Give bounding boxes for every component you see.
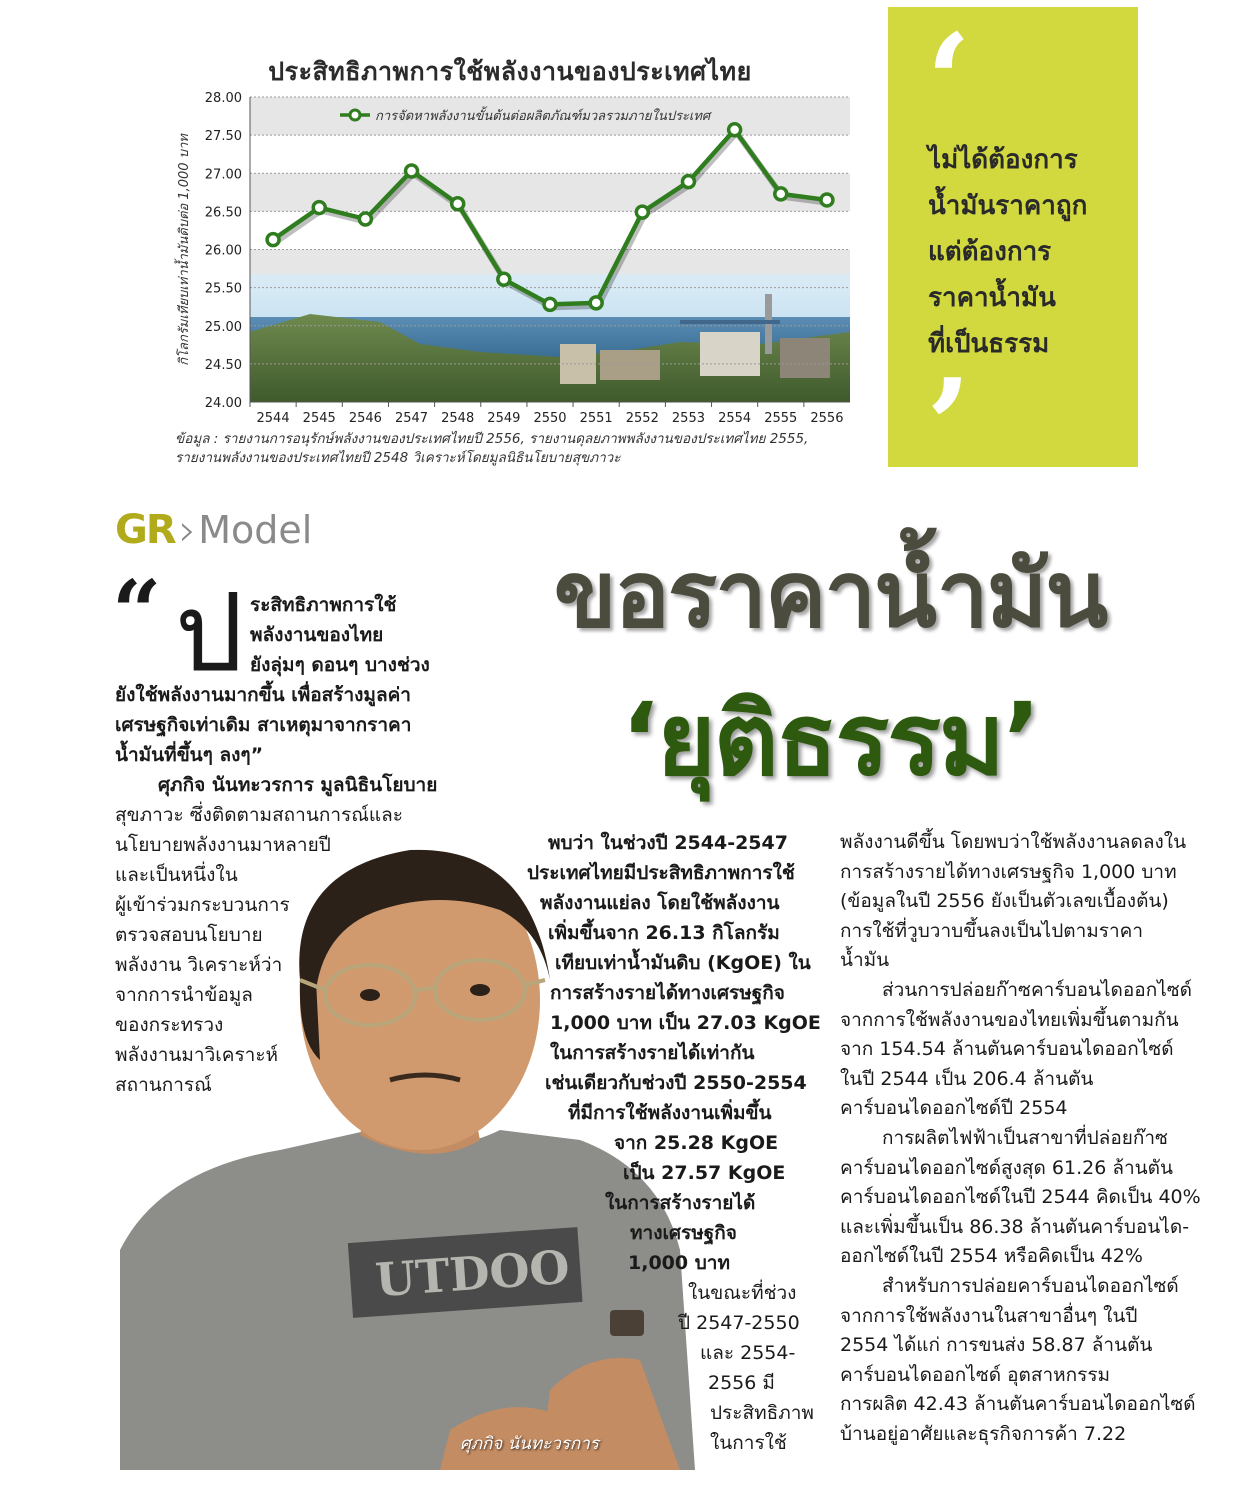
right-column-line: คาร์บอนไดออกไซด์ปี 2554 xyxy=(840,1097,1068,1120)
y-tick-label: 25.50 xyxy=(204,281,242,297)
quote-line: ไม่ได้ต้องการ xyxy=(928,145,1078,175)
right-column-line: ออกไซด์ในปี 2554 หรือคิดเป็น 42% xyxy=(840,1245,1143,1268)
line-chart xyxy=(160,82,860,427)
center-column-line: ทางเศรษฐกิจ xyxy=(630,1222,737,1244)
right-column-line: (ข้อมูลในปี 2556 ยังเป็นตัวเลขเบื้องต้น) xyxy=(840,890,1169,913)
quote-line: แต่ต้องการ xyxy=(928,237,1052,267)
pull-quote-mark: “ xyxy=(112,562,162,663)
right-column-line: สำหรับการปล่อยคาร์บอนไดออกไซด์ xyxy=(882,1274,1179,1297)
x-tick-label: 2544 xyxy=(256,411,290,426)
center-column-line: 2556 มี xyxy=(708,1372,775,1394)
right-column-line: และเพิ่มขึ้นเป็น 86.38 ล้านตันคาร์บอนได- xyxy=(840,1215,1190,1238)
center-column-line: เพิ่มขึ้นจาก 26.13 กิโลกรัม xyxy=(548,922,780,944)
quote-box xyxy=(888,5,1138,503)
right-column-line: จาก 154.54 ล้านตันคาร์บอนไดออกไซด์ xyxy=(840,1038,1174,1061)
y-tick-label: 24.50 xyxy=(204,357,242,373)
x-tick-label: 2550 xyxy=(533,411,567,426)
y-tick-label: 27.50 xyxy=(204,129,242,145)
left-column-line: ศุภกิจ นันทะวรการ มูลนิธินโยบาย xyxy=(158,774,438,796)
center-column-line: 1,000 บาท xyxy=(628,1252,730,1274)
right-column-line: พลังงานดีขึ้น โดยพบว่าใช้พลังงานลดลงใน xyxy=(840,831,1187,853)
x-tick-label: 2549 xyxy=(487,411,521,426)
data-point xyxy=(544,298,556,310)
x-tick-label: 2553 xyxy=(671,411,706,426)
headline-line-2: ‘ยุติธรรม’ xyxy=(621,681,1039,798)
data-point xyxy=(313,202,325,214)
right-column-line: การใช้ที่วูบวาบขึ้นลงเป็นไปตามราคา xyxy=(840,919,1144,942)
center-column-line: ประสิทธิภาพ xyxy=(710,1402,814,1424)
right-column-line: คาร์บอนไดออกไซด์ อุตสาหกรรม xyxy=(840,1363,1111,1386)
left-column-line: สุขภาวะ ซึ่งติดตามสถานการณ์และ xyxy=(115,804,403,826)
right-column-line: จากการใช้พลังงานในสาขาอื่นๆ ในปี xyxy=(840,1304,1138,1327)
left-column-line: สถานการณ์ xyxy=(115,1074,212,1096)
x-tick-label: 2545 xyxy=(302,411,336,426)
data-point xyxy=(267,234,279,246)
center-column-line: 1,000 บาท เป็น 27.03 KgOE xyxy=(550,1012,821,1034)
x-tick-label: 2551 xyxy=(579,411,613,426)
right-column-line: ในปี 2544 เป็น 206.4 ล้านตัน xyxy=(840,1067,1094,1090)
right-column xyxy=(840,828,1201,1449)
center-column-line: เช่นเดียวกับช่วงปี 2550-2554 xyxy=(545,1072,807,1094)
pull-quote-line: น้ำมันที่ขึ้นๆ ลงๆ” xyxy=(115,744,264,766)
right-column-line: ส่วนการปล่อยก๊าซคาร์บอนไดออกไซด์ xyxy=(882,978,1193,1001)
left-column-line: จากการนำข้อมูล xyxy=(115,984,253,1006)
y-tick-label: 26.00 xyxy=(204,243,242,259)
data-point xyxy=(682,176,694,188)
right-column-line: น้ำมัน xyxy=(840,949,890,972)
data-point xyxy=(452,198,464,210)
center-column-line: ประเทศไทยมีประสิทธิภาพการใช้ xyxy=(527,862,795,884)
pull-quote-line: ยังลุ่มๆ ดอนๆ บางช่วง xyxy=(250,654,430,676)
quote-line: ที่เป็นธรรม xyxy=(928,329,1050,359)
quote-line: น้ำมันราคาถูก xyxy=(928,191,1088,221)
x-tick-label: 2552 xyxy=(625,411,659,426)
data-point xyxy=(406,165,418,177)
center-column-line: ในการสร้างรายได้ xyxy=(605,1192,756,1214)
right-column-line: การผลิตไฟฟ้าเป็นสาขาที่ปล่อยก๊าซ xyxy=(882,1126,1168,1149)
center-column-line: พลังงานแย่ลง โดยใช้พลังงาน xyxy=(540,892,780,914)
x-tick-label: 2547 xyxy=(394,411,429,426)
center-column-line: ในการใช้ xyxy=(710,1432,787,1454)
left-column-line: นโยบายพลังงานมาหลายปี xyxy=(115,834,331,856)
center-column-line: จาก 25.28 KgOE xyxy=(614,1132,779,1154)
data-point xyxy=(821,194,833,206)
legend xyxy=(340,106,713,124)
center-column-line: ในขณะที่ช่วง xyxy=(688,1282,797,1304)
shirt-print: UTDOO xyxy=(373,1239,572,1308)
center-column-line: เทียบเท่าน้ำมันดิบ (KgOE) ใน xyxy=(555,952,811,974)
x-tick-label: 2548 xyxy=(441,411,475,426)
open-quote-mark: ‘ xyxy=(926,5,972,158)
y-tick-label: 24.00 xyxy=(204,396,242,411)
y-axis-label: กิโลกรัมเทียบเท่าน้ำมันดิบต่อ 1,000 บาท xyxy=(177,134,192,366)
right-column-line: 2554 ได้แก่ การขนส่ง 58.87 ล้านตัน xyxy=(840,1334,1153,1357)
right-column-line: จากการใช้พลังงานของไทยเพิ่มขึ้นตามกัน xyxy=(840,1008,1179,1031)
center-column-line: เป็น 27.57 KgOE xyxy=(623,1162,786,1184)
data-point xyxy=(729,124,741,136)
center-column-line: ปี 2547-2550 xyxy=(678,1312,800,1334)
left-column-line: ตรวจสอบนโยบาย xyxy=(115,924,263,946)
center-column-line: ในการสร้างรายได้เท่ากัน xyxy=(550,1042,755,1064)
quote-text xyxy=(928,137,1128,367)
chart-title: ประสิทธิภาพการใช้พลังงานของประเทศไทย xyxy=(268,57,752,86)
pull-quote-line: ระสิทธิภาพการใช้ xyxy=(250,594,397,616)
left-column-line: ผู้เข้าร่วมกระบวนการ xyxy=(115,894,290,916)
chevron-right-icon: › xyxy=(178,504,197,556)
x-tick-label: 2546 xyxy=(348,411,382,426)
y-tick-label: 27.00 xyxy=(204,167,242,183)
x-tick-label: 2555 xyxy=(764,411,798,426)
right-column-line: บ้านอยู่อาศัยและธุรกิจการค้า 7.22 xyxy=(840,1422,1127,1445)
x-tick-label: 2554 xyxy=(718,411,752,426)
close-quote-mark: ’ xyxy=(926,350,972,503)
y-tick-label: 28.00 xyxy=(204,91,242,106)
center-column-line: ที่มีการใช้พลังงานเพิ่มขึ้น xyxy=(568,1102,772,1124)
chart-band xyxy=(250,173,850,211)
y-tick-label: 26.50 xyxy=(204,205,242,221)
right-column-line: การผลิต 42.43 ล้านตันคาร์บอนไดออกไซด์ xyxy=(840,1393,1196,1416)
chart-source-note: ข้อมูล : รายงานการอนุรักษ์พลังงานของประเทศไทยปี 2556, รายงานดุลยภาพพลังงานของประเทศไทย 2555, รายงานพลังงานของประเทศไทยปี 2548 วิเคราะห์โดยมูลนิธินโยบายสุขภาวะ xyxy=(175,431,809,466)
data-point xyxy=(775,188,787,200)
right-column-line: คาร์บอนไดออกไซด์ในปี 2544 คิดเป็น 40% xyxy=(840,1186,1201,1209)
data-point xyxy=(498,273,510,285)
pull-quote-line: พลังงานของไทย xyxy=(250,624,384,646)
drop-cap: ป xyxy=(175,571,244,696)
right-column-line: การสร้างรายได้ทางเศรษฐกิจ 1,000 บาท xyxy=(840,860,1177,883)
left-column-line: และเป็นหนึ่งใน xyxy=(115,864,238,886)
data-point xyxy=(359,213,371,225)
left-column-line: พลังงานมาวิเคราะห์ xyxy=(115,1044,279,1066)
pull-quote-line: เศรษฐกิจเท่าเดิม สาเหตุมาจากราคา xyxy=(115,714,412,736)
legend-label: การจัดหาพลังงานขั้นต้นต่อผลิตภัณฑ์มวลรวมภายในประเทศ xyxy=(375,109,711,124)
headline-line-1: ขอราคาน้ำมัน xyxy=(553,541,1107,648)
center-column-line: พบว่า ในช่วงปี 2544-2547 xyxy=(548,832,788,854)
pull-quote-line: ยังใช้พลังงานมากขึ้น เพื่อสร้างมูลค่า xyxy=(115,684,411,706)
photo-caption: ศุภกิจ นันทะวรการ xyxy=(460,1434,599,1454)
right-column-line: คาร์บอนไดออกไซด์สูงสุด 61.26 ล้านตัน xyxy=(840,1156,1173,1179)
data-point xyxy=(590,297,602,309)
left-column-line: พลังงาน วิเคราะห์ว่า xyxy=(115,954,283,976)
data-point xyxy=(636,206,648,218)
x-tick-label: 2556 xyxy=(810,411,844,426)
center-column-line: การสร้างรายได้ทางเศรษฐกิจ xyxy=(550,982,785,1004)
background-landscape-image xyxy=(250,274,850,402)
logo-mark: GR xyxy=(115,507,175,553)
quote-line: ราคาน้ำมัน xyxy=(928,283,1056,313)
left-column-line: ของกระทรวง xyxy=(115,1014,224,1036)
center-column-line: และ 2554- xyxy=(700,1342,796,1364)
logo-word: Model xyxy=(198,508,313,552)
section-logo xyxy=(115,500,312,560)
y-tick-label: 25.00 xyxy=(204,319,242,335)
